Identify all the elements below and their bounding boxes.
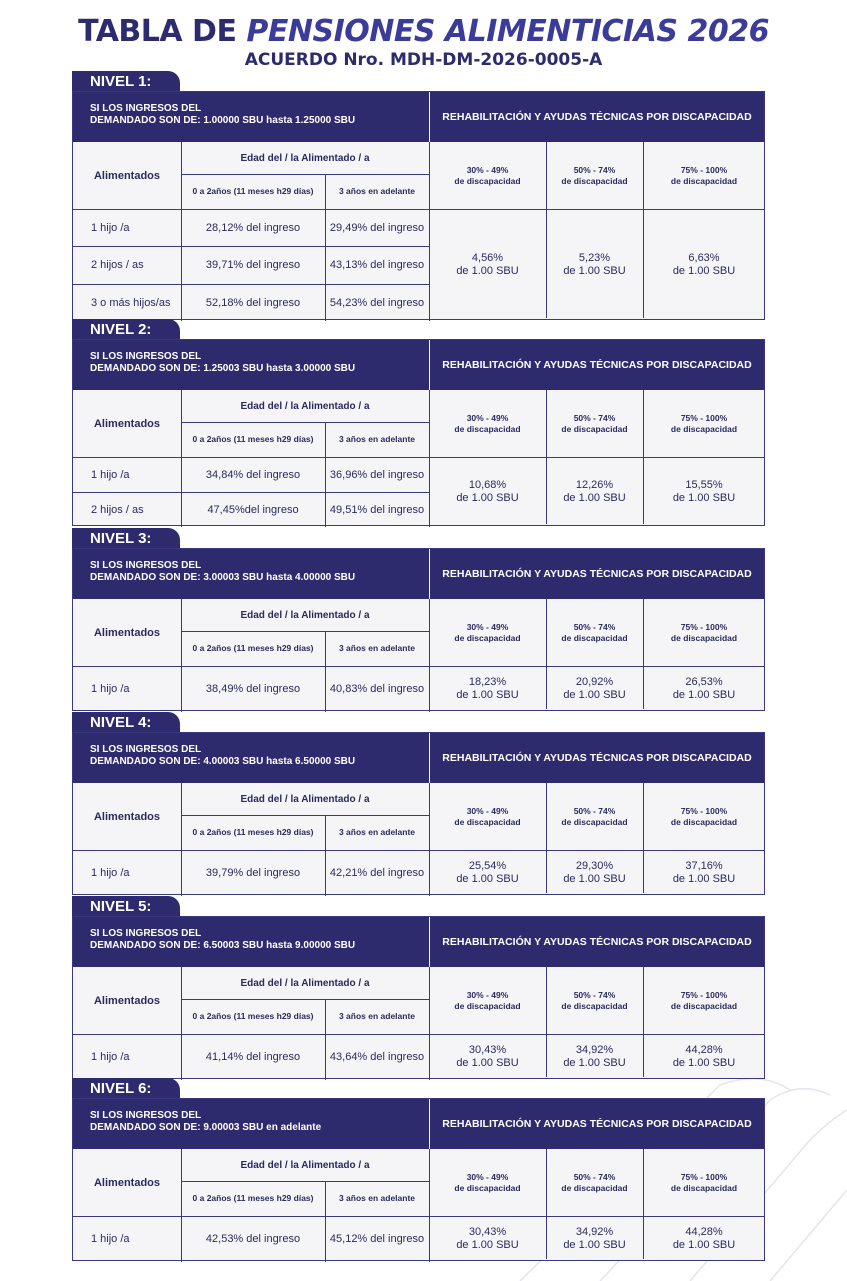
level-table: [72, 916, 765, 1079]
table-grid-line: [643, 783, 644, 893]
disability-30-49-header: 30% - 49% de discapacidad: [454, 1171, 521, 1193]
age-col-3plus-header: 3 años en adelante: [338, 1193, 416, 1203]
pension-0-2-value: 34,84% del ingreso: [205, 468, 301, 481]
alimentados-header: Alimentados: [93, 1176, 160, 1189]
level-table: [72, 548, 765, 711]
alimentados-header: Alimentados: [93, 169, 160, 182]
table-grid-line: [325, 631, 326, 712]
table-grid-line: [181, 422, 429, 423]
rehabilitation-header: REHABILITACIÓN Y AYUDAS TÉCNICAS POR DISCAPACIDAD: [430, 92, 764, 142]
age-col-3plus-header: 3 años en adelante: [338, 643, 416, 653]
table-grid-line: [429, 783, 430, 896]
disability-75-100-header: 75% - 100% de discapacidad: [670, 805, 738, 827]
level-label: NIVEL 1:: [72, 71, 180, 92]
level-section-4: [72, 712, 765, 895]
table-grid-line: [643, 967, 644, 1077]
table-grid-line: [181, 783, 182, 896]
table-grid-line: [73, 850, 765, 851]
disability-30-49-header: 30% - 49% de discapacidad: [454, 412, 521, 434]
income-range-line1: SI LOS INGRESOS DEL: [90, 351, 202, 362]
table-grid-line: [546, 783, 547, 893]
disability-value-3: 44,28% de 1.00 SBU: [672, 1044, 736, 1069]
level-section-3: [72, 528, 765, 711]
age-group-header: Edad del / la Alimentado / a: [240, 1159, 370, 1171]
table-grid-line: [325, 999, 326, 1080]
income-range-line1: SI LOS INGRESOS DEL: [90, 103, 202, 114]
age-group-header: Edad del / la Alimentado / a: [240, 977, 370, 989]
income-range-line2: DEMANDADO SON DE: 9.00003 SBU en adelante: [90, 1122, 322, 1133]
table-grid-line: [73, 284, 429, 285]
age-group-header: Edad del / la Alimentado / a: [240, 152, 370, 164]
disability-value-3: 15,55% de 1.00 SBU: [672, 479, 736, 504]
disability-value-1: 18,23% de 1.00 SBU: [456, 676, 519, 701]
table-grid-line: [643, 142, 644, 318]
pension-3plus-value: 43,64% del ingreso: [329, 1051, 425, 1063]
disability-75-100-header: 75% - 100% de discapacidad: [670, 989, 738, 1011]
alimentados-header: Alimentados: [93, 626, 160, 639]
table-grid-line: [181, 174, 429, 175]
level-label: NIVEL 4:: [72, 712, 180, 733]
income-range-line1: SI LOS INGRESOS DEL: [90, 744, 202, 755]
rehabilitation-header: REHABILITACIÓN Y AYUDAS TÉCNICAS POR DISCAPACIDAD: [430, 340, 764, 390]
row-label: 2 hijos / as: [91, 259, 144, 271]
income-range-line1: SI LOS INGRESOS DEL: [90, 1110, 202, 1121]
table-grid-line: [181, 631, 429, 632]
age-group-header: Edad del / la Alimentado / a: [240, 400, 370, 412]
age-col-3plus-header: 3 años en adelante: [338, 1011, 416, 1021]
disability-30-49-header: 30% - 49% de discapacidad: [454, 621, 521, 643]
alimentados-header: Alimentados: [93, 994, 160, 1007]
level-label: NIVEL 3:: [72, 528, 180, 549]
level-table: [72, 339, 765, 526]
disability-50-74-header: 50% - 74% de discapacidad: [561, 621, 628, 643]
income-range-header: [73, 1099, 429, 1149]
table-grid-line: [73, 1216, 765, 1217]
agreement-number: ACUERDO Nro. MDH-DM-2026-0005-A: [244, 50, 603, 70]
disability-value-2: 5,23% de 1.00 SBU: [563, 252, 626, 277]
table-grid-line: [73, 666, 765, 667]
disability-75-100-header: 75% - 100% de discapacidad: [670, 621, 738, 643]
table-grid-line: [73, 1034, 765, 1035]
pension-3plus-value: 36,96% del ingreso: [329, 468, 425, 481]
table-grid-line: [73, 492, 429, 493]
disability-value-2: 20,92% de 1.00 SBU: [563, 676, 626, 701]
income-range-header: [73, 92, 429, 142]
alimentados-header: Alimentados: [93, 810, 160, 823]
disability-value-1: 25,54% de 1.00 SBU: [456, 860, 519, 885]
pension-0-2-value: 39,71% del ingreso: [205, 259, 301, 271]
disability-value-2: 34,92% de 1.00 SBU: [563, 1226, 626, 1251]
age-col-3plus-header: 3 años en adelante: [338, 434, 416, 444]
age-col-3plus-header: 3 años en adelante: [338, 186, 416, 196]
rehabilitation-header: REHABILITACIÓN Y AYUDAS TÉCNICAS POR DISCAPACIDAD: [430, 917, 764, 967]
age-col-0-2-header: 0 a 2años (11 meses h29 días): [192, 827, 314, 837]
disability-value-1: 10,68% de 1.00 SBU: [456, 479, 519, 504]
income-range-line2: DEMANDADO SON DE: 6.50003 SBU hasta 9.00000 SBU: [90, 940, 356, 951]
income-range-line1: SI LOS INGRESOS DEL: [90, 560, 202, 571]
table-grid-line: [181, 599, 182, 712]
income-range-line2: DEMANDADO SON DE: 1.00000 SBU hasta 1.25000 SBU: [90, 115, 356, 126]
table-grid-line: [429, 599, 430, 712]
row-label: 1 hijo /a: [91, 468, 130, 481]
row-label: 1 hijo /a: [91, 1051, 130, 1063]
table-grid-line: [546, 599, 547, 709]
disability-value-1: 30,43% de 1.00 SBU: [456, 1044, 519, 1069]
disability-30-49-header: 30% - 49% de discapacidad: [454, 164, 521, 186]
page-title: TABLA DE PENSIONES ALIMENTICIAS 2026: [78, 14, 769, 49]
income-range-line2: DEMANDADO SON DE: 4.00003 SBU hasta 6.50000 SBU: [90, 756, 356, 767]
disability-50-74-header: 50% - 74% de discapacidad: [561, 164, 628, 186]
level-label: NIVEL 2:: [72, 319, 180, 340]
level-table: [72, 1098, 765, 1261]
disability-75-100-header: 75% - 100% de discapacidad: [670, 412, 738, 434]
age-col-0-2-header: 0 a 2años (11 meses h29 días): [192, 1193, 314, 1203]
table-grid-line: [181, 1149, 182, 1262]
row-label: 3 o más hijos/as: [91, 296, 171, 309]
level-label: NIVEL 6:: [72, 1078, 180, 1099]
income-range-line1: SI LOS INGRESOS DEL: [90, 928, 202, 939]
income-range-header: [73, 733, 429, 783]
table-grid-line: [73, 457, 765, 458]
disability-value-1: 4,56% de 1.00 SBU: [456, 252, 519, 277]
table-grid-line: [181, 967, 182, 1080]
table-grid-line: [181, 390, 182, 527]
level-section-5: [72, 896, 765, 1079]
disability-value-3: 6,63% de 1.00 SBU: [672, 252, 736, 277]
table-grid-line: [546, 142, 547, 318]
disability-50-74-header: 50% - 74% de discapacidad: [561, 412, 628, 434]
age-col-0-2-header: 0 a 2años (11 meses h29 días): [192, 434, 314, 444]
income-range-header: [73, 917, 429, 967]
table-grid-line: [643, 1149, 644, 1259]
pension-0-2-value: 38,49% del ingreso: [205, 683, 301, 695]
disability-75-100-header: 75% - 100% de discapacidad: [670, 164, 738, 186]
alimentados-header: Alimentados: [93, 417, 160, 430]
pension-0-2-value: 47,45%del ingreso: [207, 503, 299, 516]
table-grid-line: [643, 599, 644, 709]
age-col-3plus-header: 3 años en adelante: [338, 827, 416, 837]
pension-0-2-value: 42,53% del ingreso: [205, 1233, 301, 1245]
disability-value-3: 44,28% de 1.00 SBU: [672, 1226, 736, 1251]
pension-3plus-value: 45,12% del ingreso: [329, 1233, 425, 1245]
level-table: [72, 732, 765, 895]
table-grid-line: [546, 967, 547, 1077]
table-grid-line: [429, 1149, 430, 1262]
table-grid-line: [73, 209, 765, 210]
disability-value-3: 37,16% de 1.00 SBU: [672, 860, 736, 885]
rehabilitation-header: REHABILITACIÓN Y AYUDAS TÉCNICAS POR DISCAPACIDAD: [430, 549, 764, 599]
table-grid-line: [73, 246, 429, 247]
pension-0-2-value: 39,79% del ingreso: [205, 867, 301, 879]
row-label: 2 hijos / as: [91, 503, 144, 516]
pension-3plus-value: 49,51% del ingreso: [329, 503, 425, 516]
table-grid-line: [325, 815, 326, 896]
row-label: 1 hijo /a: [91, 683, 130, 695]
age-col-0-2-header: 0 a 2años (11 meses h29 días): [192, 643, 314, 653]
age-group-header: Edad del / la Alimentado / a: [240, 609, 370, 621]
disability-50-74-header: 50% - 74% de discapacidad: [561, 805, 628, 827]
table-grid-line: [429, 390, 430, 527]
level-section-2: [72, 319, 765, 526]
disability-value-2: 34,92% de 1.00 SBU: [563, 1044, 626, 1069]
income-range-line2: DEMANDADO SON DE: 3.00003 SBU hasta 4.00000 SBU: [90, 572, 356, 583]
pension-0-2-value: 28,12% del ingreso: [205, 221, 301, 234]
pension-3plus-value: 54,23% del ingreso: [329, 296, 425, 309]
income-range-header: [73, 549, 429, 599]
age-col-0-2-header: 0 a 2años (11 meses h29 días): [192, 186, 314, 196]
pension-3plus-value: 42,21% del ingreso: [329, 867, 425, 879]
disability-value-1: 30,43% de 1.00 SBU: [456, 1226, 519, 1251]
table-grid-line: [429, 967, 430, 1080]
table-grid-line: [181, 142, 182, 321]
pension-3plus-value: 40,83% del ingreso: [329, 683, 425, 695]
disability-value-3: 26,53% de 1.00 SBU: [672, 676, 736, 701]
level-section-6: [72, 1078, 765, 1261]
disability-30-49-header: 30% - 49% de discapacidad: [454, 989, 521, 1011]
table-grid-line: [546, 1149, 547, 1259]
disability-value-2: 29,30% de 1.00 SBU: [563, 860, 626, 885]
pension-3plus-value: 43,13% del ingreso: [329, 259, 425, 271]
row-label: 1 hijo /a: [91, 867, 130, 879]
table-grid-line: [181, 1181, 429, 1182]
disability-75-100-header: 75% - 100% de discapacidad: [670, 1171, 738, 1193]
row-label: 1 hijo /a: [91, 1233, 130, 1245]
table-grid-line: [181, 999, 429, 1000]
row-label: 1 hijo /a: [91, 221, 130, 234]
disability-50-74-header: 50% - 74% de discapacidad: [561, 1171, 628, 1193]
age-col-0-2-header: 0 a 2años (11 meses h29 días): [192, 1011, 314, 1021]
rehabilitation-header: REHABILITACIÓN Y AYUDAS TÉCNICAS POR DISCAPACIDAD: [430, 733, 764, 783]
pension-0-2-value: 52,18% del ingreso: [205, 296, 301, 309]
table-grid-line: [181, 815, 429, 816]
disability-30-49-header: 30% - 49% de discapacidad: [454, 805, 521, 827]
level-section-1: [72, 71, 765, 320]
rehabilitation-header: REHABILITACIÓN Y AYUDAS TÉCNICAS POR DISCAPACIDAD: [430, 1099, 764, 1149]
level-table: [72, 91, 765, 320]
income-range-header: [73, 340, 429, 390]
table-grid-line: [325, 1181, 326, 1262]
disability-value-2: 12,26% de 1.00 SBU: [563, 479, 626, 504]
disability-50-74-header: 50% - 74% de discapacidad: [561, 989, 628, 1011]
pension-3plus-value: 29,49% del ingreso: [329, 221, 425, 234]
table-grid-line: [325, 422, 326, 527]
table-grid-line: [429, 142, 430, 321]
pension-0-2-value: 41,14% del ingreso: [205, 1051, 301, 1063]
table-grid-line: [325, 174, 326, 321]
income-range-line2: DEMANDADO SON DE: 1.25003 SBU hasta 3.00000 SBU: [90, 363, 356, 374]
age-group-header: Edad del / la Alimentado / a: [240, 793, 370, 805]
level-label: NIVEL 5:: [72, 896, 180, 917]
